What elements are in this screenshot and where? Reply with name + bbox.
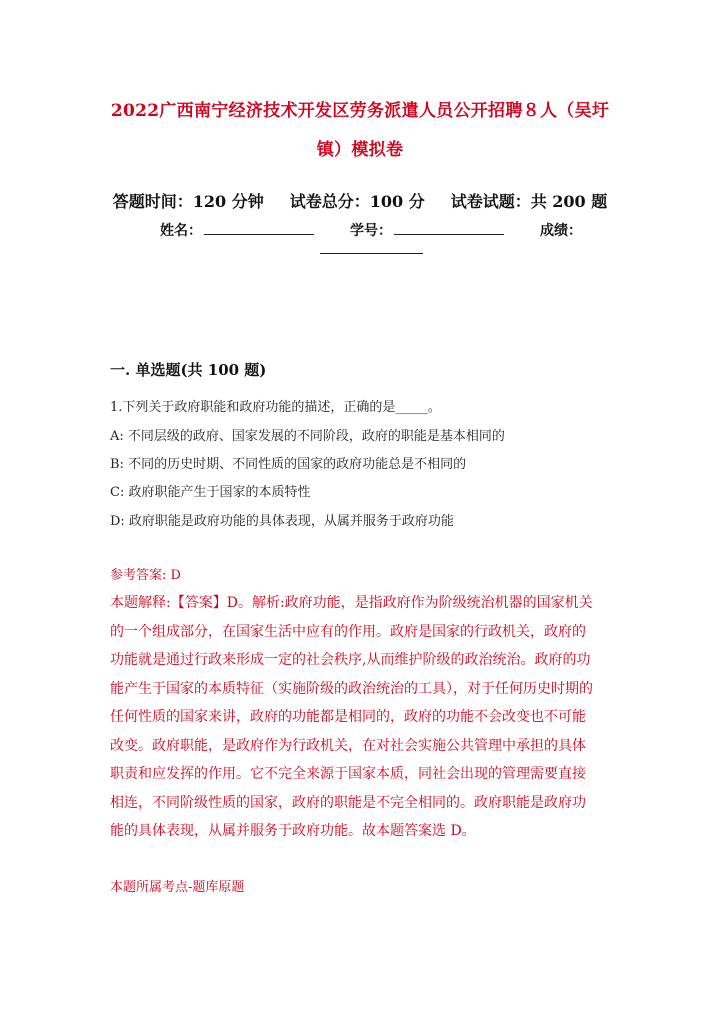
score-label: 成绩： [540,223,582,239]
explanation-line: 改变。政府职能，是政府作为行政机关，在对社会实施公共管理中承担的具体 [110,738,586,754]
explanation-line: 本题解释:【答案】D。解析:政府功能，是指政府作为阶级统治机器的国家机关 [110,595,593,611]
explanation-line: 能的具体表现，从属并服务于政府功能。故本题答案选 D。 [110,823,476,839]
explanation-line: 任何性质的国家来讲，政府的功能都是相同的，政府的功能不会改变也不可能 [110,709,586,725]
option-c: C: 政府职能产生于国家的本质特性 [110,485,311,500]
exam-title-line-2: 镇）模拟卷 [316,140,404,160]
option-a: A: 不同层级的政府、国家发展的不同阶段，政府的职能是基本相同的 [110,429,505,444]
exam-total-score: 试卷总分：100 分 [289,192,425,211]
option-d: D: 政府职能是政府功能的具体表现，从属并服务于政府功能 [110,514,454,529]
option-b: B: 不同的历史时期、不同性质的国家的政府功能总是不相同的 [110,457,467,472]
exam-time: 答题时间：120 分钟 [112,192,264,211]
explanation-line: 功能就是通过行政来形成一定的社会秩序,从而维护阶级的政治统治。政府的功 [110,652,591,668]
explanation-line: 职责和应发挥的作用。它不完全来源于国家本质，同社会出现的管理需要直接 [110,766,586,782]
exam-meta [0,189,720,212]
student-id-label: 学号： [350,223,392,239]
name-label: 姓名： [160,223,202,239]
question-stem: 1.下列关于政府职能和政府功能的描述，正确的是_____。 [110,400,441,415]
exam-title-line-1: 2022广西南宁经济技术开发区劳务派遣人员公开招聘８人（吴圩 [110,101,610,121]
explanation-line: 能产生于国家的本质特征（实施阶级的政治统治的工具），对于任何历史时期的 [110,681,593,697]
student-id-blank[interactable] [394,234,504,235]
explanation-line: 的一个组成部分，在国家生活中应有的作用。政府是国家的行政机关，政府的 [110,624,586,640]
score-blank[interactable] [320,253,423,254]
explanation-line: 相连，不同阶级性质的国家，政府的职能是不完全相同的。政府职能是政府功 [110,795,586,811]
question-source: 本题所属考点-题库原题 [110,880,245,895]
exam-question-count: 试卷试题：共 200 题 [450,192,608,211]
reference-answer: 参考答案: D [110,568,181,583]
name-blank[interactable] [204,234,314,235]
section-title: 一. 单选题(共 100 题) [110,361,267,379]
